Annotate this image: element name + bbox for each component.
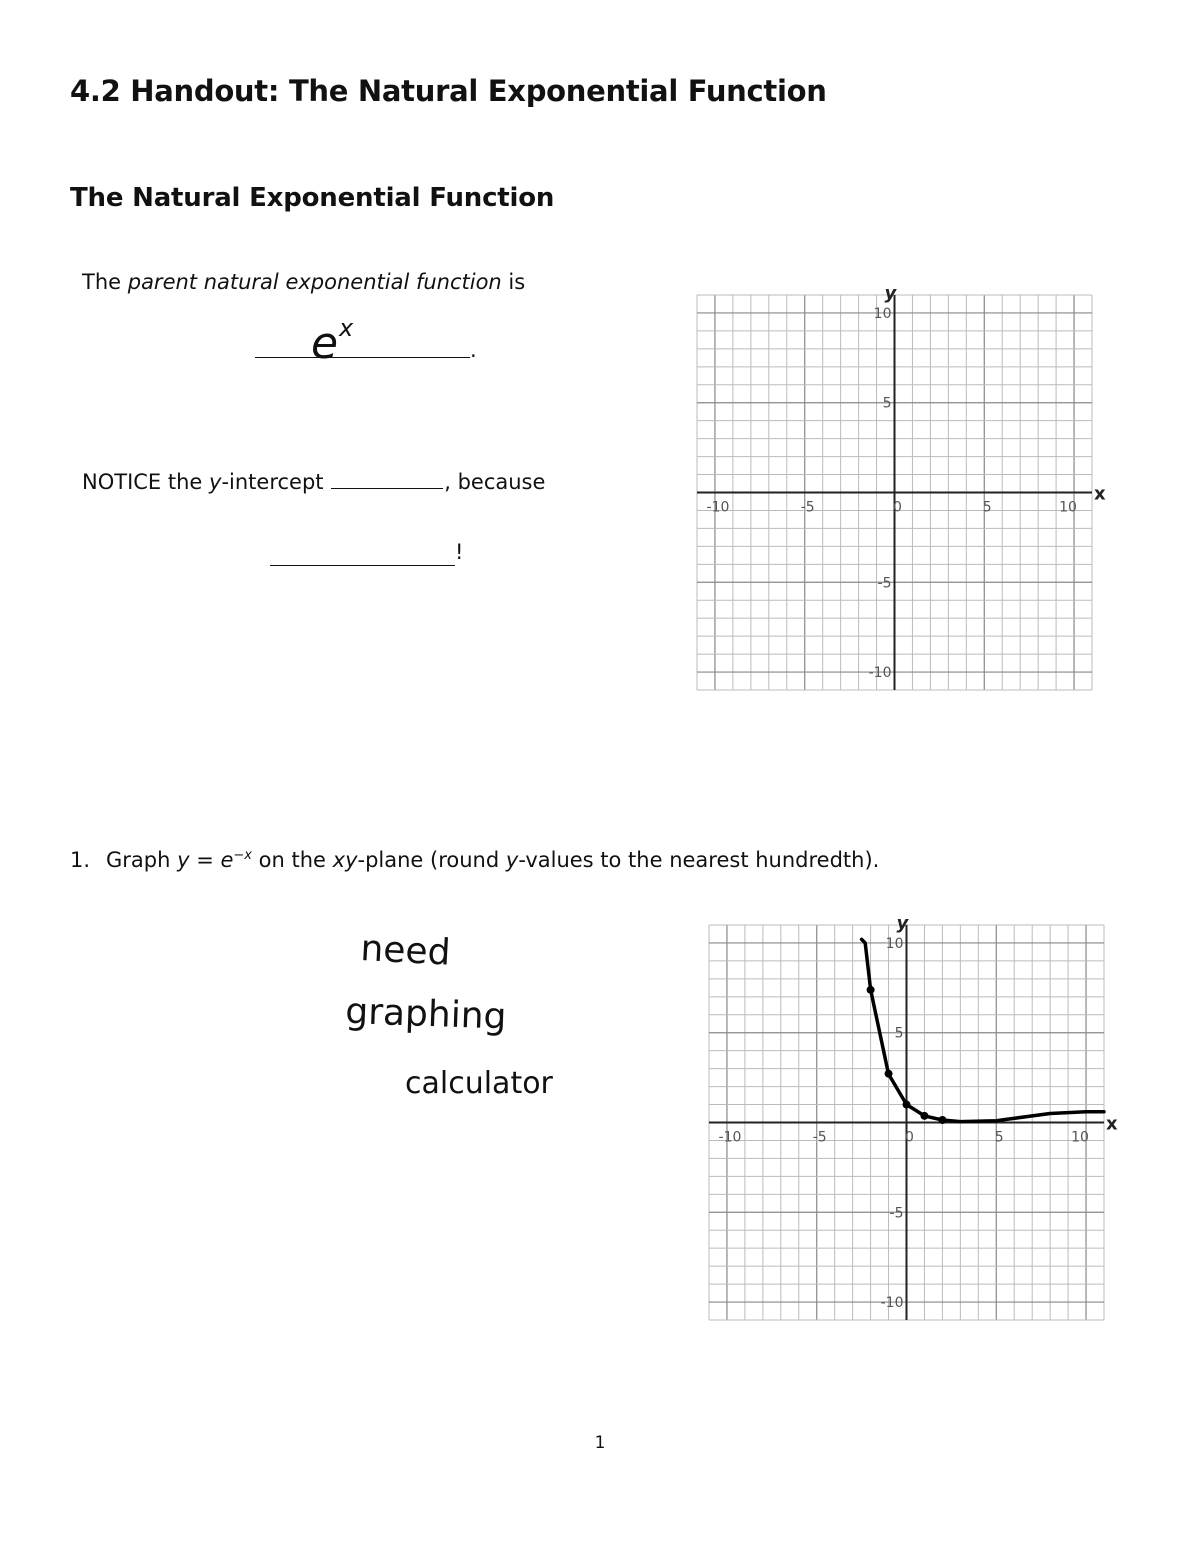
x-tick-label: -10 <box>718 1129 742 1146</box>
x-axis-label: x <box>1094 483 1106 505</box>
y-tick-label: 5 <box>882 395 892 412</box>
notice-middle: -intercept <box>221 470 331 494</box>
note-line-2: graphing <box>344 991 508 1038</box>
x-tick-label: 10 <box>1071 1129 1089 1146</box>
x-tick-label: 10 <box>1059 499 1077 516</box>
q1-var-y: y <box>177 848 190 872</box>
handwritten-e: e <box>311 318 339 367</box>
q1-text-b: on the <box>252 848 333 872</box>
note-line-3: calculator <box>405 1066 553 1101</box>
question-number: 1. <box>70 848 91 872</box>
plot-point <box>938 1116 946 1124</box>
notice-after: , because <box>444 470 546 494</box>
y-tick-label: -10 <box>868 665 892 682</box>
x-tick-label: -5 <box>812 1129 827 1146</box>
note-line-1: need <box>359 928 452 974</box>
y-tick-label: 10 <box>873 305 892 322</box>
answer-blank-because[interactable] <box>270 563 455 566</box>
question-1 <box>70 848 879 872</box>
y-tick-label: 10 <box>885 935 904 952</box>
q1-var-xy: xy <box>332 848 358 872</box>
prompt-suffix: is <box>501 270 526 294</box>
plot-point <box>885 1070 893 1078</box>
x-tick-label: -10 <box>706 499 730 516</box>
y-tick-label: -5 <box>889 1205 904 1222</box>
end-period: . <box>470 338 477 362</box>
notice-y: y <box>209 470 222 494</box>
page-number: 1 <box>594 1433 606 1453</box>
x-tick-label: 0 <box>893 499 902 516</box>
q1-text-d: -values to the nearest hundredth). <box>518 848 880 872</box>
y-tick-label: 5 <box>894 1025 904 1042</box>
q1-base: e <box>220 848 234 872</box>
y-axis-label: y <box>896 913 909 934</box>
q1-text-c: -plane (round <box>357 848 506 872</box>
q1-exponent: −x <box>233 848 252 863</box>
prompt-italic: parent natural exponential function <box>127 270 502 294</box>
handwritten-x: x <box>339 314 354 342</box>
x-tick-label: 0 <box>905 1129 914 1146</box>
y-axis-label: y <box>884 283 897 304</box>
coordinate-grid-1[interactable] <box>685 283 1110 698</box>
x-tick-label: 5 <box>982 499 992 516</box>
y-tick-label: -10 <box>880 1295 904 1312</box>
x-tick-label: 5 <box>994 1129 1004 1146</box>
plot-point <box>903 1101 911 1109</box>
end-exclamation: ! <box>455 540 464 564</box>
section-heading: The Natural Exponential Function <box>70 183 555 213</box>
plot-point <box>920 1112 928 1120</box>
notice-prefix: NOTICE the <box>82 470 210 494</box>
parent-function-prompt <box>82 270 525 294</box>
prompt-prefix: The <box>82 270 128 294</box>
q1-text-a: Graph <box>106 848 178 872</box>
handwritten-note <box>330 915 630 1115</box>
coordinate-grid-2[interactable] <box>697 913 1122 1328</box>
answer-blank-y-intercept[interactable] <box>331 486 443 489</box>
plot-point <box>867 986 875 994</box>
handout-title: 4.2 Handout: The Natural Exponential Function <box>70 74 827 108</box>
x-axis-label: x <box>1106 1113 1118 1135</box>
handwritten-answer-ex <box>305 312 375 367</box>
notice-prompt <box>82 470 545 494</box>
y-tick-label: -5 <box>877 575 892 592</box>
x-tick-label: -5 <box>800 499 815 516</box>
q1-var-y2: y <box>505 848 519 872</box>
q1-equals: = <box>189 848 221 872</box>
